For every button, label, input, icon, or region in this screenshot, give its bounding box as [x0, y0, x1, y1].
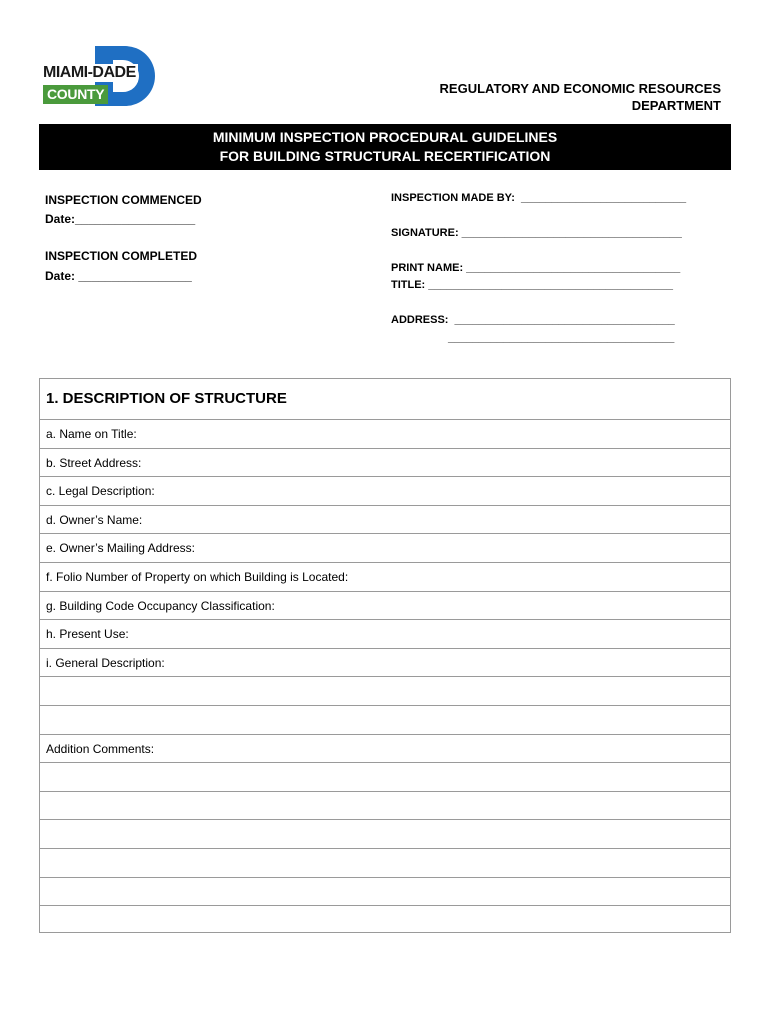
department-line-2: DEPARTMENT	[631, 98, 721, 113]
form-row-blank[interactable]	[40, 677, 730, 706]
form-row-blank[interactable]	[40, 763, 730, 792]
logo-text-miami-dade: MIAMI-DADE	[43, 64, 136, 81]
department-heading	[361, 80, 721, 114]
form-row[interactable]: h. Present Use:	[40, 620, 730, 649]
department-line-1: REGULATORY AND ECONOMIC RESOURCES	[439, 81, 721, 96]
form-row[interactable]: i. General Description:	[40, 649, 730, 678]
inspection-made-by-field[interactable]: INSPECTION MADE BY: ___________________________	[391, 192, 687, 204]
inspection-completed-date-field[interactable]: Date: _________________	[45, 269, 192, 283]
form-row-blank[interactable]	[40, 792, 730, 821]
inspection-commenced-date-field[interactable]: Date:__________________	[45, 212, 196, 226]
inspection-commenced-label: INSPECTION COMMENCED	[45, 193, 202, 207]
inspection-completed-label: INSPECTION COMPLETED	[45, 249, 198, 263]
title-line-2: FOR BUILDING STRUCTURAL RECERTIFICATION	[219, 148, 551, 164]
form-row-blank[interactable]	[40, 820, 730, 849]
form-row[interactable]: Addition Comments:	[40, 735, 730, 764]
form-row-blank[interactable]	[40, 906, 730, 935]
form-row[interactable]: f. Folio Number of Property on which Building is Located:	[40, 563, 730, 592]
form-row-blank[interactable]	[40, 849, 730, 878]
form-row[interactable]: e. Owner’s Mailing Address:	[40, 534, 730, 563]
form-row[interactable]: g. Building Code Occupancy Classification:	[40, 592, 730, 621]
title-line-1: MINIMUM INSPECTION PROCEDURAL GUIDELINES	[212, 129, 558, 145]
section-heading: 1. DESCRIPTION OF STRUCTURE	[40, 379, 730, 420]
form-row[interactable]: c. Legal Description:	[40, 477, 730, 506]
title-field[interactable]: TITLE: ________________________________________	[391, 279, 673, 291]
logo-text-county: COUNTY	[43, 85, 108, 104]
address-line-2-field[interactable]: _____________________________________	[448, 332, 675, 344]
signature-field[interactable]: SIGNATURE: ____________________________________	[391, 227, 682, 239]
form-row[interactable]: b. Street Address:	[40, 449, 730, 478]
document-title-banner	[39, 124, 731, 170]
form-row-blank[interactable]	[40, 878, 730, 907]
description-of-structure-table	[39, 378, 731, 933]
miami-dade-logo	[43, 44, 169, 108]
address-field[interactable]: ADDRESS: ____________________________________	[391, 314, 675, 326]
form-row[interactable]: a. Name on Title:	[40, 420, 730, 449]
form-row[interactable]: d. Owner’s Name:	[40, 506, 730, 535]
form-row-blank[interactable]	[40, 706, 730, 735]
print-name-field[interactable]: PRINT NAME: ___________________________________	[391, 262, 681, 274]
